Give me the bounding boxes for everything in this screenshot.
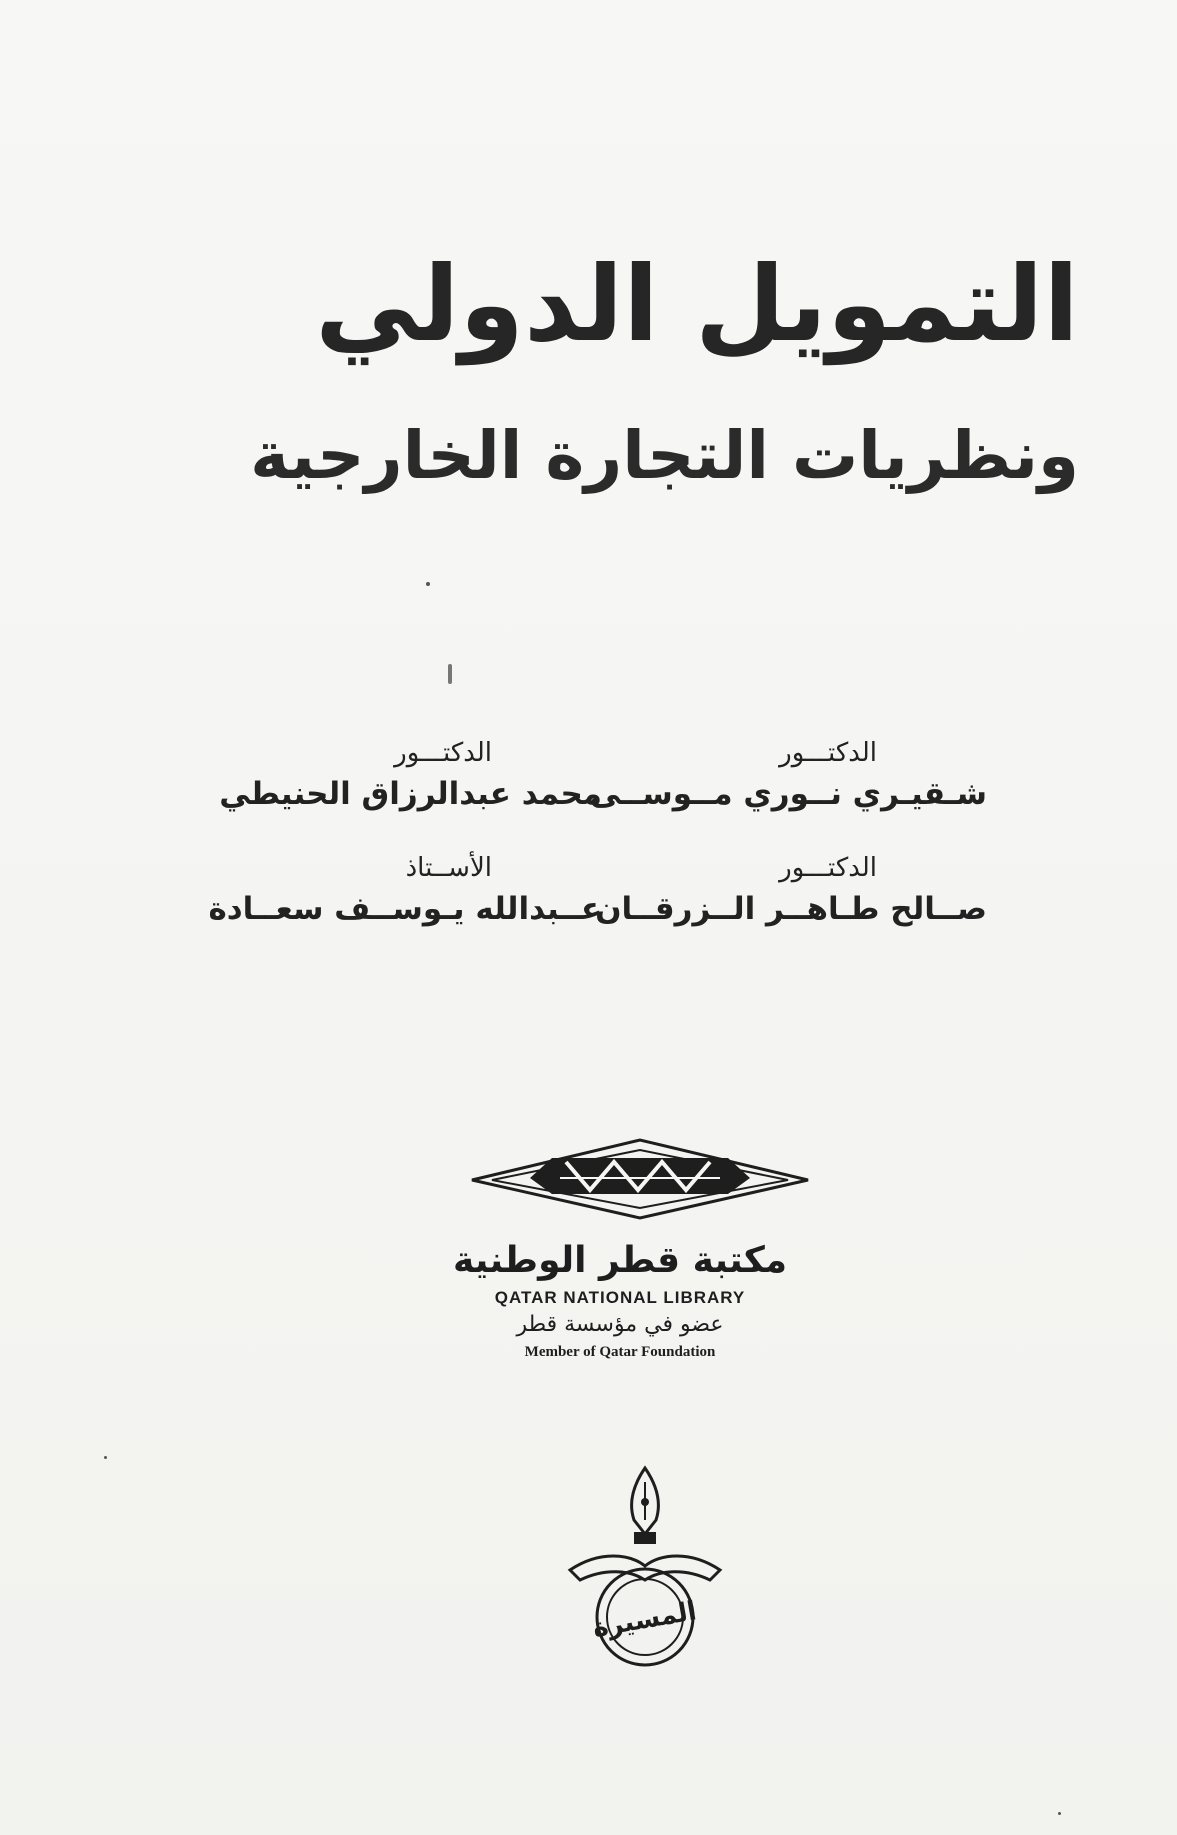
scan-speck bbox=[1058, 1812, 1061, 1815]
author-role: الدكتـــور bbox=[779, 853, 877, 883]
author-name: صــالح طـاهــر الــزرقــان bbox=[595, 891, 987, 927]
author-3 bbox=[595, 853, 987, 927]
library-member-arabic: عضو في مؤسسة قطر bbox=[516, 1312, 724, 1337]
author-role: الدكتـــور bbox=[394, 738, 492, 768]
author-4 bbox=[202, 853, 602, 927]
scan-speck bbox=[426, 582, 430, 586]
author-2 bbox=[202, 738, 602, 812]
book-subtitle: ونظريات التجارة الخارجية bbox=[250, 417, 1079, 494]
author-name: عــبدالله يـوســف سعــادة bbox=[208, 891, 602, 927]
book-title: التمويل الدولي bbox=[315, 243, 1079, 365]
author-name: محمد عبدالرزاق الحنيطي bbox=[219, 776, 602, 812]
author-role: الأســتاذ bbox=[405, 853, 492, 883]
publisher-logo-icon bbox=[560, 1462, 730, 1672]
author-1 bbox=[589, 738, 987, 812]
library-name-arabic: مكتبة قطر الوطنية bbox=[452, 1240, 788, 1281]
scan-mark bbox=[448, 664, 452, 684]
library-member-english: Member of Qatar Foundation bbox=[524, 1344, 716, 1360]
author-role: الدكتـــور bbox=[779, 738, 877, 768]
library-name-english: QATAR NATIONAL LIBRARY bbox=[494, 1288, 746, 1307]
author-name: شـقيـري نــوري مــوســى bbox=[589, 776, 987, 812]
scan-speck bbox=[104, 1456, 107, 1459]
publisher-logo-text: المسيرة bbox=[590, 1596, 699, 1644]
library-logo-icon bbox=[470, 1138, 810, 1220]
